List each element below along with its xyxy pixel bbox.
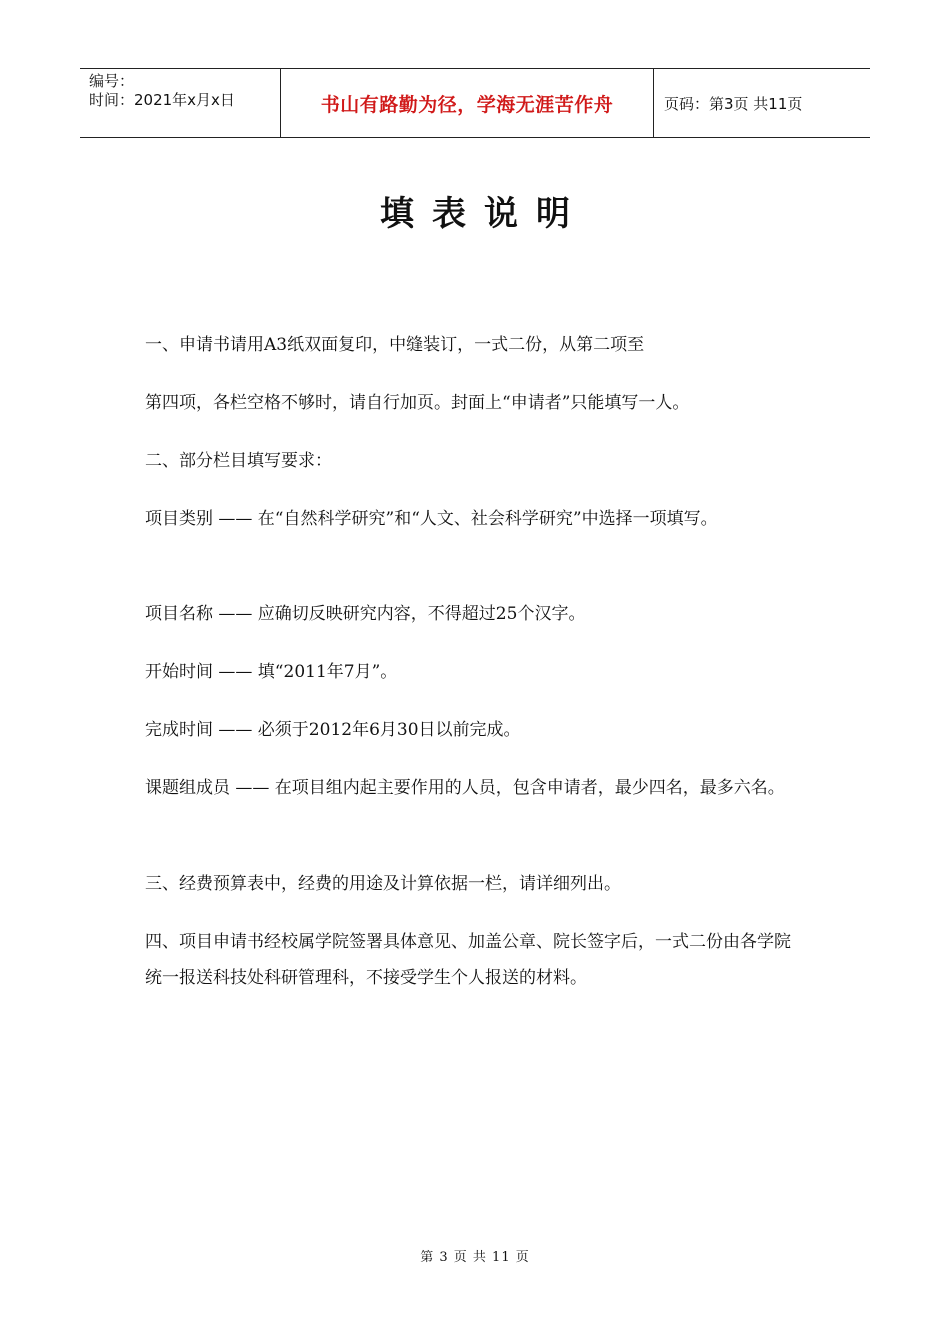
document-number-label: 编号：: [89, 72, 135, 90]
header-meta-cell: [80, 69, 281, 137]
header-page-info: 页码：第3页 共11页: [664, 94, 803, 113]
header-page-cell: [654, 69, 870, 137]
paragraph-7: 完成时间 —— 必须于2012年6月30日以前完成。: [145, 720, 521, 740]
paragraph-6: 开始时间 —— 填“2011年7月”。: [145, 662, 398, 682]
document-header: [80, 68, 870, 138]
page-footer: 第 3 页 共 11 页: [420, 1250, 530, 1265]
paragraph-2: 第四项，各栏空格不够时，请自行加页。封面上“申请者”只能填写一人。: [145, 393, 690, 413]
document-time-label: 时间：2021年x月x日: [89, 91, 235, 109]
page-title: 填表说明: [380, 194, 588, 234]
header-motto: 书山有路勤为径，学海无涯苦作舟: [320, 93, 614, 116]
paragraph-5: 项目名称 —— 应确切反映研究内容，不得超过25个汉字。: [145, 604, 586, 624]
paragraph-9: 三、经费预算表中，经费的用途及计算依据一栏，请详细列出。: [145, 874, 621, 894]
paragraph-3: 二、部分栏目填写要求：: [145, 451, 332, 471]
paragraph-1: 一、申请书请用A3纸双面复印，中缝装订，一式二份，从第二项至: [145, 335, 645, 355]
paragraph-10: 四、项目申请书经校属学院签署具体意见、加盖公章、院长签字后，一式二份由各学院统一报送科技处科研管理科，不接受学生个人报送的材料。: [145, 932, 791, 988]
header-motto-cell: [281, 69, 654, 137]
paragraph-8: 课题组成员 —— 在项目组内起主要作用的人员，包含申请者，最少四名，最多六名。: [145, 778, 785, 798]
paragraph-4: 项目类别 —— 在“自然科学研究”和“人文、社会科学研究”中选择一项填写。: [145, 509, 718, 529]
